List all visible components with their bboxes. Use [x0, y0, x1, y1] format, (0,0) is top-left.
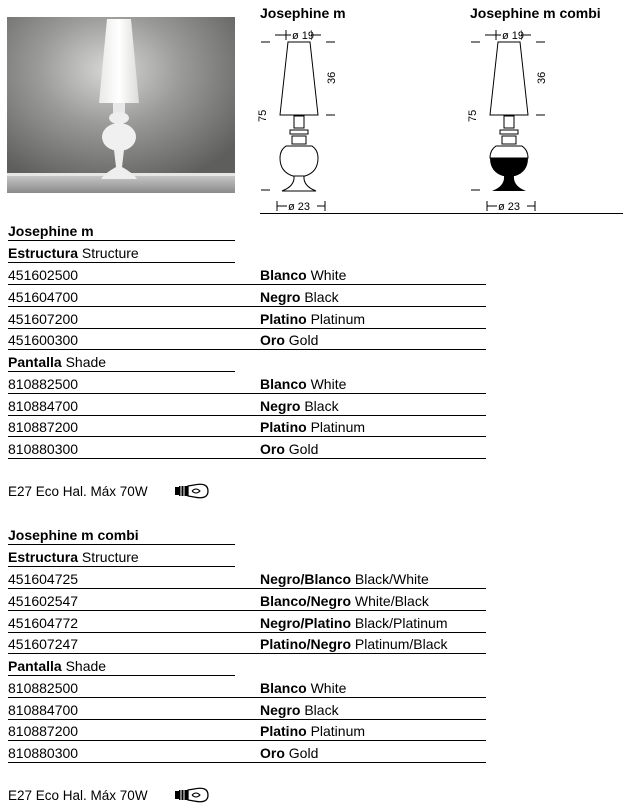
- divider: [8, 762, 486, 763]
- divider: [8, 328, 486, 329]
- lamp-dimension-diagram: [255, 26, 355, 212]
- dim-shade-height: 36: [326, 71, 338, 84]
- product-code: 451607200: [8, 311, 79, 327]
- dim-total-height: 75: [257, 109, 269, 122]
- product-code: 810884700: [8, 702, 79, 718]
- dim-base-diameter: ø 23: [498, 201, 521, 212]
- finish-label: Oro Gold: [260, 332, 319, 348]
- finish-label: Negro Black: [260, 702, 339, 718]
- divider: [8, 653, 486, 654]
- product-code: 810882500: [8, 680, 79, 696]
- diagram-title: Josephine m: [260, 5, 346, 21]
- divider: [8, 436, 486, 437]
- finish-label: Blanco White: [260, 267, 347, 283]
- divider: [8, 415, 486, 416]
- finish-label: Negro Black: [260, 289, 339, 305]
- finish-label: Blanco/Negro White/Black: [260, 593, 429, 609]
- divider: [8, 632, 486, 633]
- dim-top-diameter: ø 19: [502, 30, 525, 42]
- divider: [8, 371, 235, 372]
- product-code: 451602500: [8, 267, 79, 283]
- finish-label: Platino Platinum: [260, 419, 366, 435]
- finish-label: Negro Black: [260, 398, 339, 414]
- divider: [8, 588, 486, 589]
- product-photo: [7, 17, 235, 193]
- divider: [8, 458, 486, 459]
- divider: [8, 675, 235, 676]
- divider: [8, 240, 235, 241]
- divider: [8, 284, 486, 285]
- halogen-bulb-icon: [174, 786, 210, 804]
- shade-header: Pantalla Shade: [8, 658, 107, 674]
- section-title-combi: Josephine m combi: [8, 527, 139, 543]
- finish-label: Negro/Platino Black/Platinum: [260, 615, 448, 631]
- finish-label: Blanco White: [260, 680, 347, 696]
- finish-label: Platino Platinum: [260, 311, 366, 327]
- divider: [8, 349, 486, 350]
- lamp-dimension-diagram-combi: [465, 26, 565, 212]
- divider: [8, 306, 486, 307]
- product-code: 810884700: [8, 398, 79, 414]
- finish-label: Platino/Negro Platinum/Black: [260, 636, 448, 652]
- product-code: 810887200: [8, 723, 79, 739]
- structure-header: Estructura Structure: [8, 549, 139, 565]
- product-code: 451600300: [8, 332, 79, 348]
- product-code: 810887200: [8, 419, 79, 435]
- divider: [8, 697, 486, 698]
- divider: [8, 393, 486, 394]
- dim-top-diameter: ø 19: [292, 30, 315, 42]
- divider: [8, 719, 486, 720]
- finish-label: Oro Gold: [260, 441, 319, 457]
- dim-shade-height: 36: [536, 71, 548, 84]
- divider: [8, 544, 235, 545]
- bulb-spec: E27 Eco Hal. Máx 70W: [8, 788, 148, 803]
- dim-base-diameter: ø 23: [288, 201, 311, 212]
- product-code: 810880300: [8, 441, 79, 457]
- product-code: 451604772: [8, 615, 79, 631]
- finish-label: Platino Platinum: [260, 723, 366, 739]
- finish-label: Blanco White: [260, 376, 347, 392]
- product-code: 810882500: [8, 376, 79, 392]
- structure-header: Estructura Structure: [8, 245, 139, 261]
- divider: [8, 262, 235, 263]
- product-code: 451604725: [8, 571, 79, 587]
- divider: [8, 566, 235, 567]
- dim-total-height: 75: [467, 109, 479, 122]
- product-code: 451602547: [8, 593, 79, 609]
- divider: [8, 740, 486, 741]
- bulb-spec: E27 Eco Hal. Máx 70W: [8, 484, 148, 499]
- divider: [260, 213, 623, 214]
- finish-label: Oro Gold: [260, 745, 319, 761]
- product-code: 810880300: [8, 745, 79, 761]
- product-code: 451607247: [8, 636, 79, 652]
- divider: [8, 610, 486, 611]
- halogen-bulb-icon: [174, 482, 210, 500]
- finish-label: Negro/Blanco Black/White: [260, 571, 429, 587]
- shade-header: Pantalla Shade: [8, 354, 107, 370]
- diagram-title-combi: Josephine m combi: [470, 5, 601, 21]
- section-title: Josephine m: [8, 223, 94, 239]
- product-code: 451604700: [8, 289, 79, 305]
